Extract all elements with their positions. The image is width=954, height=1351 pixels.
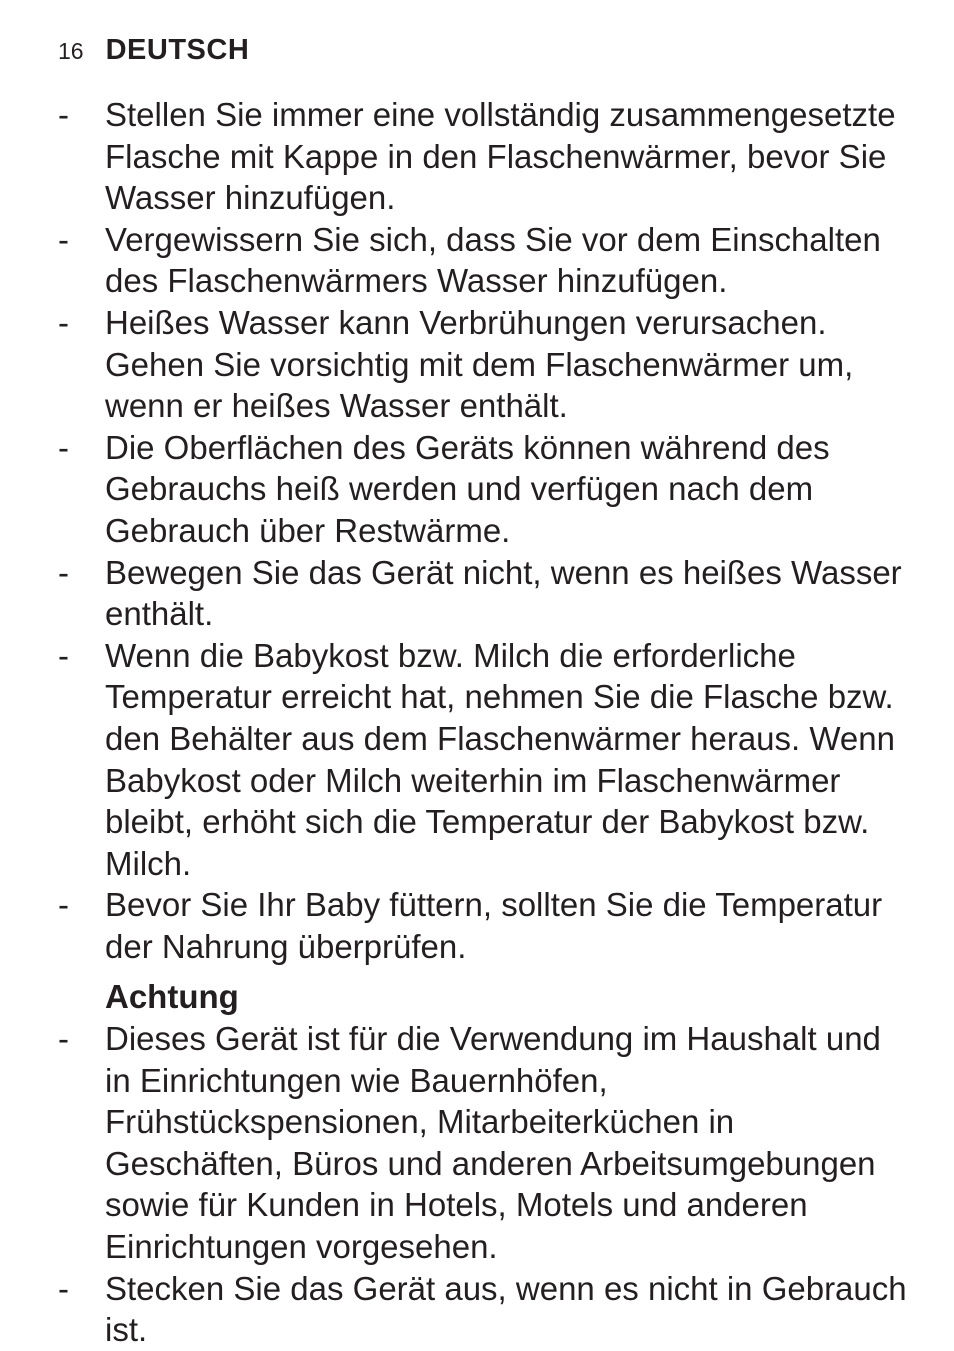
list-item-text: Bewegen Sie das Gerät nicht, wenn es heißes Wasser enthält.	[105, 553, 902, 633]
list-item-text: Dieses Gerät ist für die Verwendung im Haushalt und in Einrichtungen wie Bauernhöfen, Frühstückspensionen, Mitarbeiterküchen in Geschäften, Büros und anderen Arbeitsumgebungen sowie für Kunden in Hotels, Motels und anderen Einrichtungen vorgesehen.	[105, 1020, 881, 1266]
caution-list	[58, 1018, 908, 1351]
list-item	[58, 1268, 908, 1351]
list-item	[58, 552, 908, 635]
list-item-text: Wenn die Babykost bzw. Milch die erforderliche Temperatur erreicht hat, nehmen Sie die Flasche bzw. den Behälter aus dem Flaschenwärmer heraus. Wenn Babykost oder Milch weiterhin im Flaschenwärmer bleibt, erhöht sich die Temperatur der Babykost bzw. Milch.	[105, 636, 895, 882]
section-title: DEUTSCH	[105, 34, 250, 66]
bullet-dash: -	[58, 220, 69, 258]
bullet-dash: -	[58, 96, 69, 133]
bullet-dash: -	[58, 1269, 69, 1307]
list-item-text: Stellen Sie immer eine vollständig zusammengesetzte Flasche mit Kappe in den Flaschenwärmer, bevor Sie Wasser hinzufügen.	[105, 96, 896, 217]
bullet-dash: -	[58, 636, 69, 674]
list-item-text: Heißes Wasser kann Verbrühungen verursachen. Gehen Sie vorsichtig mit dem Flaschenwärmer um, wenn er heißes Wasser enthält.	[105, 303, 854, 425]
list-item-text: Vergewissern Sie sich, dass Sie vor dem Einschalten des Flaschenwärmers Wasser hinzufügen.	[105, 220, 881, 300]
list-item	[58, 94, 908, 219]
page-content	[58, 94, 908, 1351]
bullet-dash: -	[58, 303, 69, 341]
bullet-dash: -	[58, 1020, 69, 1058]
list-item	[58, 219, 908, 302]
list-item	[58, 1018, 908, 1268]
page-number: 16	[58, 38, 84, 64]
bullet-dash: -	[58, 553, 69, 591]
list-item	[58, 635, 908, 885]
safety-list	[58, 94, 908, 967]
list-item-text: Bevor Sie Ihr Baby füttern, sollten Sie die Temperatur der Nahrung überprüfen.	[105, 886, 883, 965]
list-item	[58, 427, 908, 552]
page-header	[58, 34, 249, 74]
list-item	[58, 302, 908, 427]
list-item	[58, 884, 908, 967]
caution-heading: Achtung	[105, 978, 239, 1016]
list-item-text: Die Oberflächen des Geräts können während des Gebrauchs heiß werden und verfügen nach dem Gebrauch über Restwärme.	[105, 428, 830, 549]
bullet-dash: -	[58, 886, 69, 924]
bullet-dash: -	[58, 428, 69, 466]
list-item-text: Stecken Sie das Gerät aus, wenn es nicht in Gebrauch ist.	[105, 1269, 907, 1349]
